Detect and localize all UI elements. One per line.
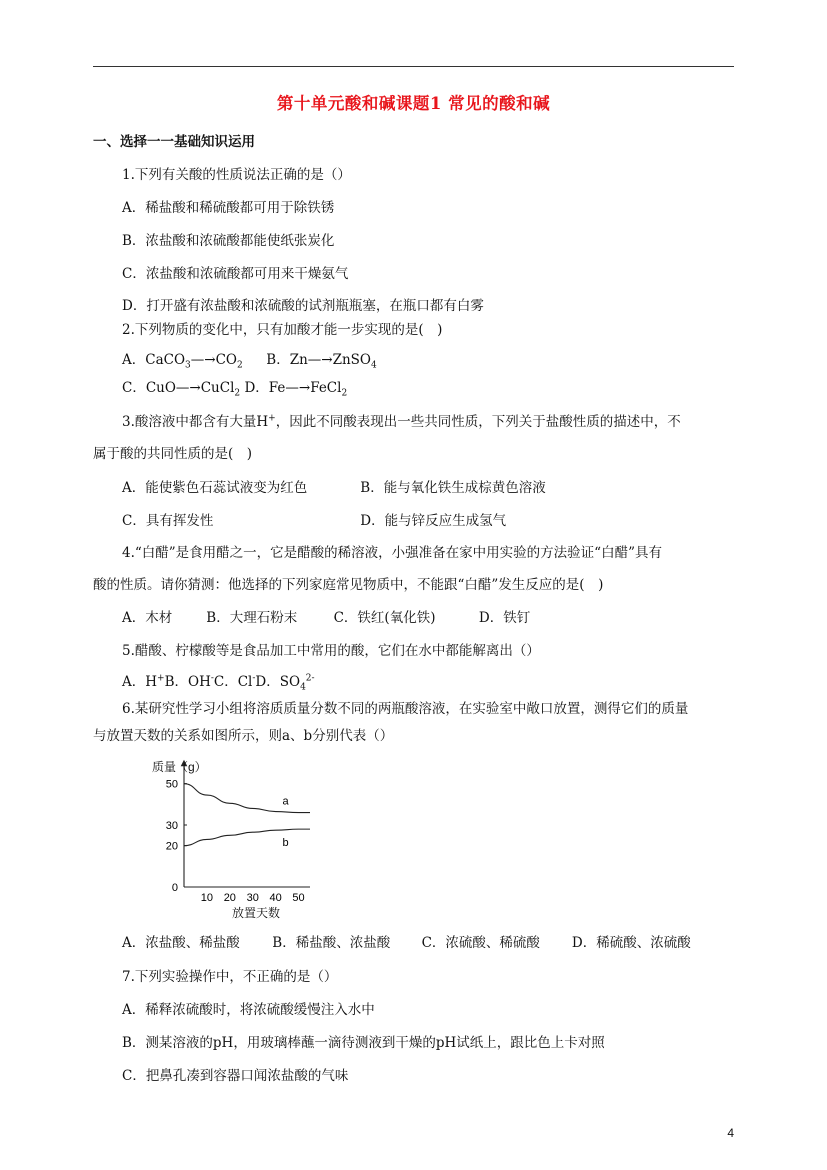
q6-option-a: A．浓盐酸、稀盐酸 bbox=[122, 935, 240, 951]
series-label-b: b bbox=[282, 837, 289, 850]
q6-option-b: B．稀盐酸、浓盐酸 bbox=[272, 935, 391, 951]
q4-stem: 4.“白醋”是食用醋之一，它是醋酸的稀溶液，小强准备在家中用实验的方法验证“白醋”具有 bbox=[122, 545, 662, 561]
y-tick-label: 0 bbox=[171, 882, 178, 894]
q1-option-a: A．稀盐酸和稀硫酸都可用于除铁锈 bbox=[122, 200, 335, 216]
y-axis-label: 质量（g） bbox=[152, 760, 207, 774]
q1-option-b: B．浓盐酸和浓硫酸都能使纸张炭化 bbox=[122, 233, 335, 249]
header-rule bbox=[93, 66, 734, 67]
q2-option-a: A．$CaCO_3—\to CO_2$ bbox=[122, 352, 243, 371]
q3-options-row2 bbox=[122, 509, 506, 529]
series-line-b bbox=[184, 829, 310, 846]
series-line-a bbox=[184, 784, 310, 813]
x-tick-label: 20 bbox=[223, 892, 236, 904]
page-title: 第十单元酸和碱课题1 常见的酸和碱 bbox=[276, 94, 551, 113]
section-heading: 一、选择一一基础知识运用 bbox=[93, 134, 255, 150]
y-tick-label: 30 bbox=[165, 820, 178, 832]
q6-option-c: C．浓硫酸、稀硫酸 bbox=[421, 935, 540, 951]
x-tick-label: 30 bbox=[246, 892, 259, 904]
q2-stem: 2.下列物质的变化中，只有加酸才能一步实现的是( ) bbox=[122, 322, 443, 338]
y-tick-label: 20 bbox=[165, 840, 178, 853]
x-tick-label: 50 bbox=[292, 892, 305, 904]
q3-options-row1 bbox=[122, 476, 546, 496]
page-number: 4 bbox=[727, 1126, 734, 1140]
mass-vs-days-chart bbox=[150, 755, 320, 925]
q3-option-a: A．能使紫色石蕊试液变为红色 bbox=[122, 480, 308, 496]
q2-option-c: C．CuO—→CuCl$_2$ bbox=[122, 380, 241, 399]
q6-stem-cont: 与放置天数的关系如图所示，则a、b分别代表（） bbox=[93, 728, 394, 744]
q6-option-d: D．稀硫酸、浓硫酸 bbox=[571, 935, 691, 951]
q4-option-c: C．铁红(氧化铁) bbox=[333, 610, 436, 626]
x-tick-label: 40 bbox=[269, 892, 282, 904]
q7-option-a: A．稀释浓硫酸时，将浓硫酸缓慢注入水中 bbox=[122, 1002, 375, 1018]
q1-stem: 1.下列有关酸的性质说法正确的是（） bbox=[122, 167, 351, 183]
x-axis-label: 放置天数 bbox=[231, 906, 281, 920]
q4-option-a: A．木材 bbox=[122, 610, 173, 626]
q1-option-d: D．打开盛有浓盐酸和浓硫酸的试剂瓶瓶塞，在瓶口都有白雾 bbox=[122, 298, 484, 314]
q3-option-b: B．能与氧化铁生成棕黄色溶液 bbox=[360, 480, 546, 496]
q2-options-row1 bbox=[122, 348, 377, 371]
q7-option-c: C．把鼻孔凑到容器口闻浓盐酸的气味 bbox=[122, 1068, 349, 1084]
q2-option-b: B．Zn—→ZnSO$_4$ bbox=[266, 352, 377, 371]
q6-options bbox=[122, 931, 691, 951]
series-label-a: a bbox=[282, 795, 289, 808]
q4-option-d: D．铁钉 bbox=[478, 610, 531, 626]
q5-option-d: D．$SO_4^{2-}$ bbox=[255, 673, 315, 693]
q1-option-c: C．浓盐酸和浓硫酸都可用来干燥氨气 bbox=[122, 266, 349, 282]
q3-option-d: D．能与锌反应生成氢气 bbox=[360, 513, 507, 529]
q4-options bbox=[122, 606, 530, 626]
q7-option-b: B．测某溶液的pH，用玻璃棒蘸一滴待测液到干燥的pH试纸上，跟比色上卡对照 bbox=[122, 1035, 605, 1051]
y-tick-label: 50 bbox=[165, 778, 178, 791]
q3-option-c: C．具有挥发性 bbox=[122, 513, 214, 529]
q5-option-b: B．OH- bbox=[164, 673, 214, 690]
q2-option-d: D．Fe—→FeCl$_2$ bbox=[244, 380, 348, 399]
q2-options-row2 bbox=[122, 376, 347, 399]
q6-stem: 6.某研究性学习小组将溶质质量分数不同的两瓶酸溶液，在实验室中敞口放置，测得它们的质量 bbox=[122, 701, 689, 717]
q5-option-a: A．H+ bbox=[122, 673, 165, 690]
q3-stem-cont: 属于酸的共同性质的是( ) bbox=[93, 446, 253, 462]
q4-stem-cont: 酸的性质。请你猜测：他选择的下列家庭常见物质中，不能跟“白醋”发生反应的是( ) bbox=[93, 577, 604, 593]
q5-option-c: C．Cl- bbox=[213, 673, 256, 690]
q5-stem: 5.醋酸、柠檬酸等是食品加工中常用的酸，它们在水中都能解离出（） bbox=[122, 643, 540, 659]
x-tick-label: 10 bbox=[200, 892, 214, 904]
q5-options bbox=[122, 670, 315, 693]
q3-stem: 3.酸溶液中都含有大量H+，因此不同酸表现出一些共同性质，下列关于盐酸性质的描述中，不 bbox=[122, 413, 681, 430]
q7-stem: 7.下列实验操作中，不正确的是（） bbox=[122, 969, 338, 985]
q4-option-b: B．大理石粉末 bbox=[206, 610, 298, 626]
